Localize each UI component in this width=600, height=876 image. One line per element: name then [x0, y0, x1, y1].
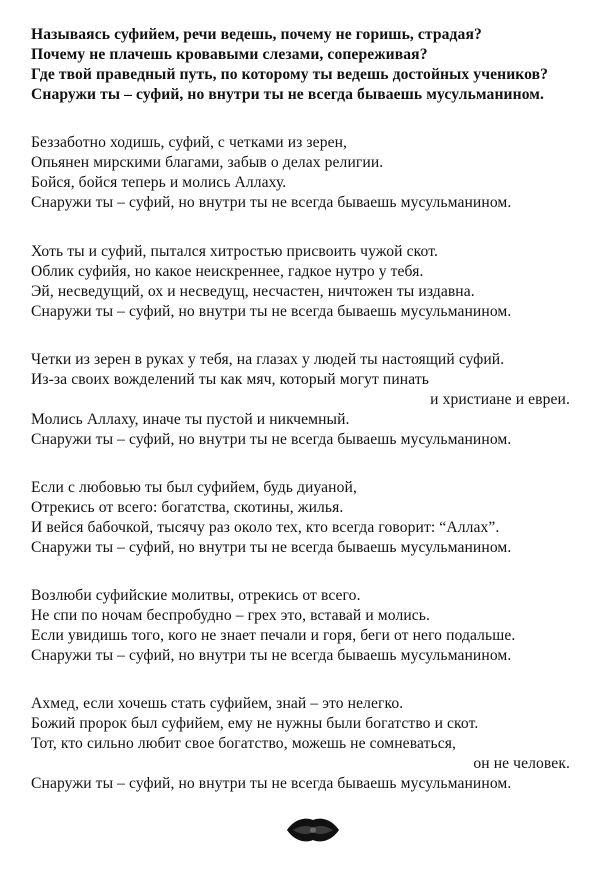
verse-line: Возлюби суфийские молитвы, отрекись от всего. — [31, 587, 361, 604]
stanza-5 — [31, 478, 576, 558]
verse-line: Отрекись от всего: богатства, скотины, жилья. — [31, 499, 344, 516]
verse-line: Опьянен мирскими благами, забыв о делах религии. — [31, 154, 384, 171]
verse-line: Если с любовью ты был суфийем, будь диуаной, — [31, 479, 357, 496]
verse-line: Бойся, бойся теперь и молись Аллаху. — [31, 174, 287, 191]
stanza-3 — [31, 242, 576, 322]
verse-line-continuation: он не человек. — [473, 755, 570, 772]
verse-line-continuation: и христиане и евреи. — [430, 391, 570, 408]
verse-line: Почему не плачешь кровавыми слезами, сопереживая? — [31, 46, 428, 63]
refrain-line: Снаружи ты – суфий, но внутри ты не всегда бываешь мусульманином. — [31, 539, 512, 556]
verse-line: И вейся бабочкой, тысячу раз около тех, кто всегда говорит: “Аллах”. — [31, 519, 500, 536]
leaf-ornament-icon — [285, 816, 341, 844]
refrain-line: Снаружи ты – суфий, но внутри ты не всегда бываешь мусульманином. — [31, 647, 512, 664]
verse-line: Четки из зерен в руках у тебя, на глазах у людей ты настоящий суфий. — [31, 351, 505, 368]
verse-line: Если увидишь того, кого не знает печали и горя, беги от него подальше. — [31, 627, 516, 644]
stanza-4 — [31, 350, 576, 450]
verse-line: Тот, кто сильно любит свое богатство, можешь не сомневаться, — [31, 735, 456, 752]
verse-line: Называясь суфийем, речи ведешь, почему не горишь, страдая? — [31, 26, 482, 43]
refrain-line: Снаружи ты – суфий, но внутри ты не всегда бываешь мусульманином. — [31, 431, 512, 448]
refrain-line: Снаружи ты – суфий, но внутри ты не всегда бываешь мусульманином. — [31, 86, 545, 103]
refrain-line: Снаружи ты – суфий, но внутри ты не всегда бываешь мусульманином. — [31, 303, 512, 320]
stanza-6 — [31, 586, 576, 666]
verse-line: Молись Аллаху, иначе ты пустой и никчемный. — [31, 411, 350, 428]
verse-line: Божий пророк был суфийем, ему не нужны были богатство и скот. — [31, 715, 479, 732]
refrain-line: Снаружи ты – суфий, но внутри ты не всегда бываешь мусульманином. — [31, 775, 512, 792]
stanza-1 — [31, 25, 576, 105]
verse-line: Не спи по ночам беспробудно – грех это, вставай и молись. — [31, 607, 431, 624]
refrain-line: Снаружи ты – суфий, но внутри ты не всегда бываешь мусульманином. — [31, 194, 512, 211]
verse-line: Ахмед, если хочешь стать суфийем, знай – это нелегко. — [31, 695, 404, 712]
verse-line: Беззаботно ходишь, суфий, с четками из зерен, — [31, 134, 348, 151]
stanza-2 — [31, 133, 576, 213]
verse-line: Где твой праведный путь, по которому ты ведешь достойных учеников? — [31, 66, 549, 83]
verse-line: Эй, несведущий, ох и несведущ, несчастен, ничтожен ты издавна. — [31, 283, 475, 300]
verse-line: Облик суфийя, но какое неискреннее, гадкое нутро у тебя. — [31, 263, 424, 280]
verse-line: Хоть ты и суфий, пытался хитростью присвоить чужой скот. — [31, 243, 438, 260]
verse-line: Из-за своих вожделений ты как мяч, который могут пинать — [31, 371, 429, 388]
stanza-7 — [31, 694, 576, 794]
